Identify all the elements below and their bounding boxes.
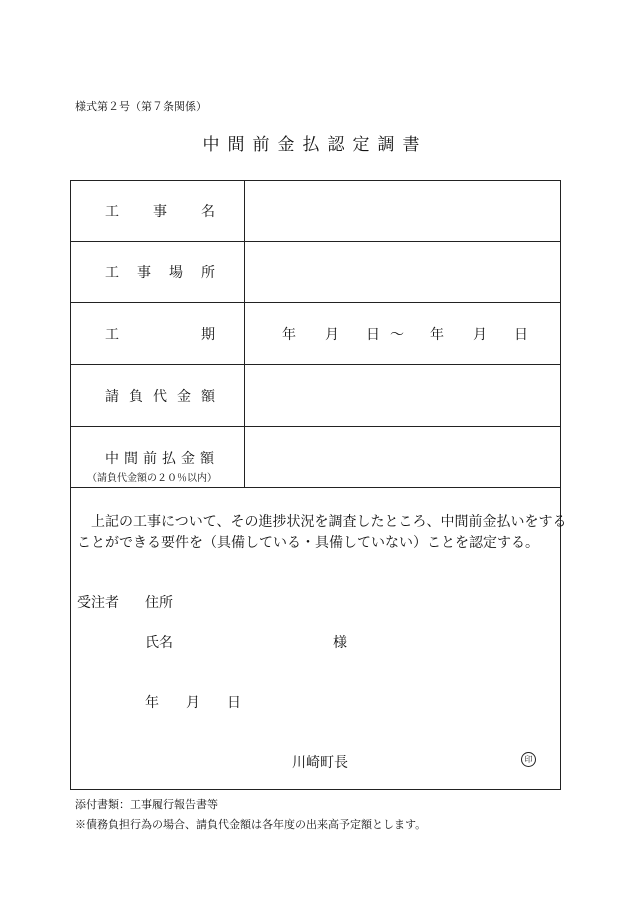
mayor-title: 川崎町長 (292, 755, 348, 771)
row-interim-advance-amount (71, 427, 560, 488)
period-end-year: 年 (430, 326, 444, 343)
label-char: 場 (169, 265, 183, 281)
label-char: 工 (105, 204, 119, 220)
label-construction-period (71, 303, 245, 364)
row-contract-amount (71, 365, 560, 427)
seal-mark: 印 (521, 752, 536, 767)
honorific: 様 (333, 635, 347, 651)
date-month: 月 (186, 695, 200, 711)
attachment-note: 添付書類：工事履行報告書等 (75, 798, 218, 811)
label-char: 金 (181, 451, 195, 467)
label-char: 払 (162, 451, 176, 467)
label-char: 前 (143, 451, 157, 467)
label-char: 負 (129, 388, 143, 405)
label-sub-note: （請負代金額の２０％以内） (87, 473, 217, 484)
statement-line-2: ことができる要件を（具備している・具備していない）ことを認定する。 (77, 535, 539, 551)
value-contract-amount[interactable] (245, 365, 560, 426)
label-contract-amount (71, 365, 245, 426)
value-construction-site[interactable] (245, 242, 560, 302)
label-construction-name (71, 181, 245, 241)
value-interim-advance-amount[interactable] (245, 427, 560, 487)
label-char: 工 (105, 265, 119, 281)
row-construction-period (71, 303, 560, 365)
date-day: 日 (227, 695, 241, 711)
statement-line-1: 上記の工事について、その進捗状況を調査したところ、中間前金払いをする (91, 514, 567, 530)
period-start-month: 月 (325, 326, 339, 343)
caution-note: ※債務負担行為の場合、請負代金額は各年度の出来高予定額とします。 (75, 818, 427, 831)
label-char: 事 (137, 265, 151, 281)
label-char: 名 (201, 204, 215, 220)
row-construction-site (71, 242, 560, 303)
period-tilde: 〜 (390, 326, 404, 343)
label-char: 間 (124, 451, 138, 467)
label-char: 代 (153, 388, 167, 405)
document-title: 中間前金払認定調書 (202, 135, 428, 155)
label-char: 額 (200, 451, 214, 467)
label-char: 中 (105, 451, 119, 467)
label-char: 期 (201, 326, 215, 343)
value-construction-period[interactable] (245, 303, 560, 364)
name-label: 氏名 (145, 635, 173, 651)
period-end-day: 日 (514, 326, 528, 343)
label-char: 額 (201, 388, 215, 405)
contractor-label: 受注者 (77, 595, 119, 611)
value-construction-name[interactable] (245, 181, 560, 241)
label-interim-advance-amount (71, 427, 245, 487)
label-char: 工 (105, 326, 119, 343)
period-end-month: 月 (473, 326, 487, 343)
form-number: 様式第２号（第７条関係） (75, 100, 207, 113)
row-construction-name (71, 181, 560, 242)
label-char: 請 (105, 388, 119, 405)
address-label: 住所 (145, 595, 173, 611)
label-char: 所 (201, 265, 215, 281)
date-year: 年 (145, 695, 159, 711)
period-start-day: 日 (366, 326, 380, 343)
label-char: 金 (177, 388, 191, 405)
form-table (70, 180, 567, 790)
label-char: 事 (153, 204, 167, 220)
label-construction-site (71, 242, 245, 302)
period-start-year: 年 (282, 326, 296, 343)
